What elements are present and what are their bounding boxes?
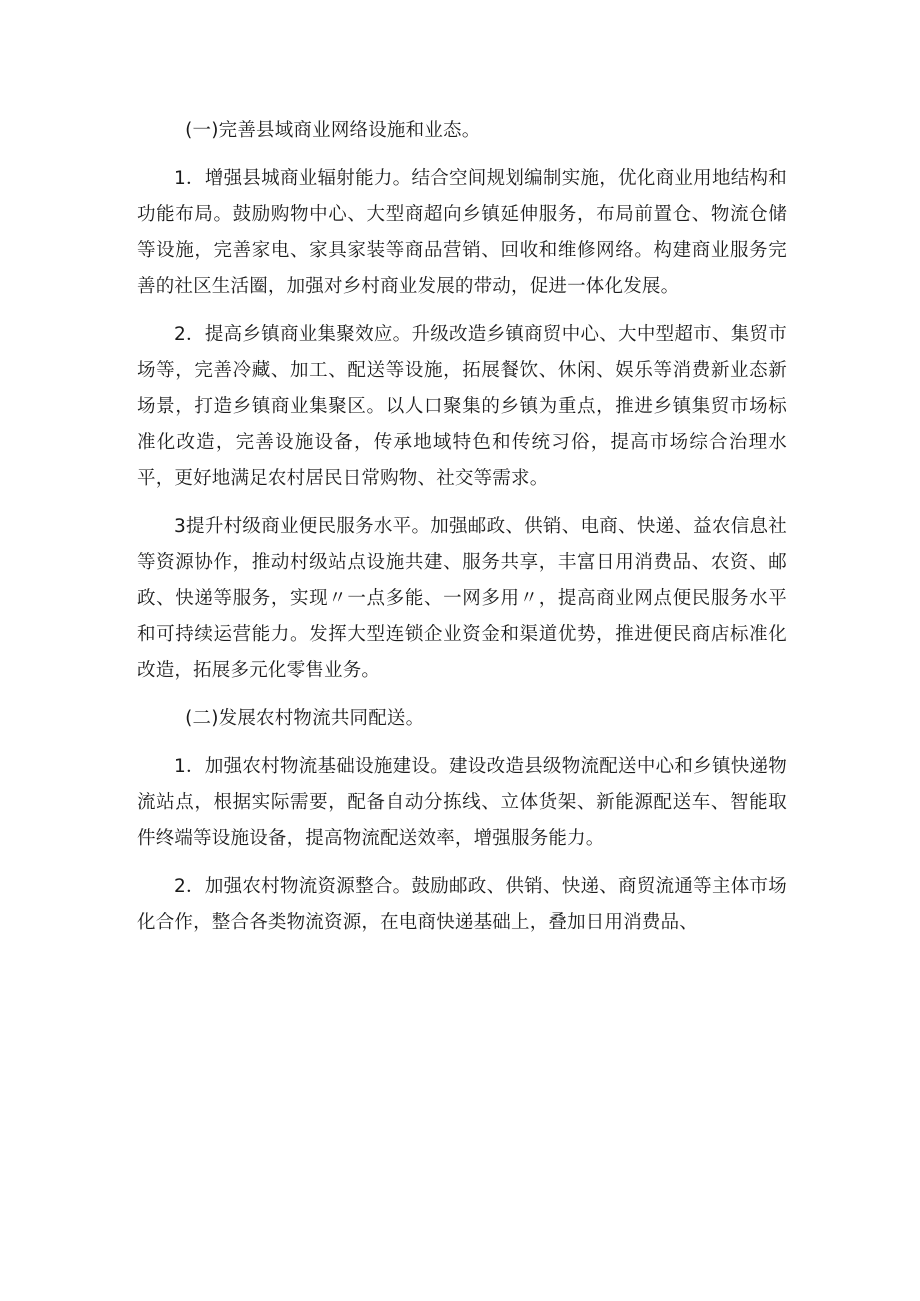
paragraph-1-1: 1．增强县城商业辐射能力。结合空间规划编制实施，优化商业用地结构和功能布局。鼓励购物中心、大型商超向乡镇延伸服务，布局前置仓、物流仓储等设施，完善家电、家具家装等商品营销、回收和维修网络。构建商业服务完善的社区生活圈，加强对乡村商业发展的带动，促进一体化发展。: [137, 168, 787, 297]
section-heading-1: (一)完善县域商业网络设施和业态。: [185, 120, 481, 141]
paragraph-2-1: 1．加强农村物流基础设施建设。建设改造县级物流配送中心和乡镇快递物流站点，根据实际需要，配备自动分拣线、立体货架、新能源配送车、智能取件终端等设施设备，提高物流配送效率，增强服务能力。: [137, 756, 787, 849]
section-heading-2: (二)发展农村物流共同配送。: [185, 708, 425, 729]
paragraph-2-2: 2．加强农村物流资源整合。鼓励邮政、供销、快递、商贸流通等主体市场化合作，整合各类物流资源，在电商快递基础上，叠加日用消费品、: [137, 876, 787, 933]
paragraph-1-2: 2．提高乡镇商业集聚效应。升级改造乡镇商贸中心、大中型超市、集贸市场等，完善冷藏、加工、配送等设施，拓展餐饮、休闲、娱乐等消费新业态新场景，打造乡镇商业集聚区。以人口聚集的乡镇为重点，推进乡镇集贸市场标准化改造，完善设施设备，传承地域特色和传统习俗，提高市场综合治理水平，更好地满足农村居民日常购物、社交等需求。: [137, 324, 787, 489]
document-body: [137, 113, 787, 953]
paragraph-1-3: 3提升村级商业便民服务水平。加强邮政、供销、电商、快递、益农信息社等资源协作，推动村级站点设施共建、服务共享，丰富日用消费品、农资、邮政、快递等服务，实现〃一点多能、一网多用〃，提高商业网点便民服务水平和可持续运营能力。发挥大型连锁企业资金和渠道优势，推进便民商店标准化改造，拓展多元化零售业务。: [137, 516, 787, 681]
